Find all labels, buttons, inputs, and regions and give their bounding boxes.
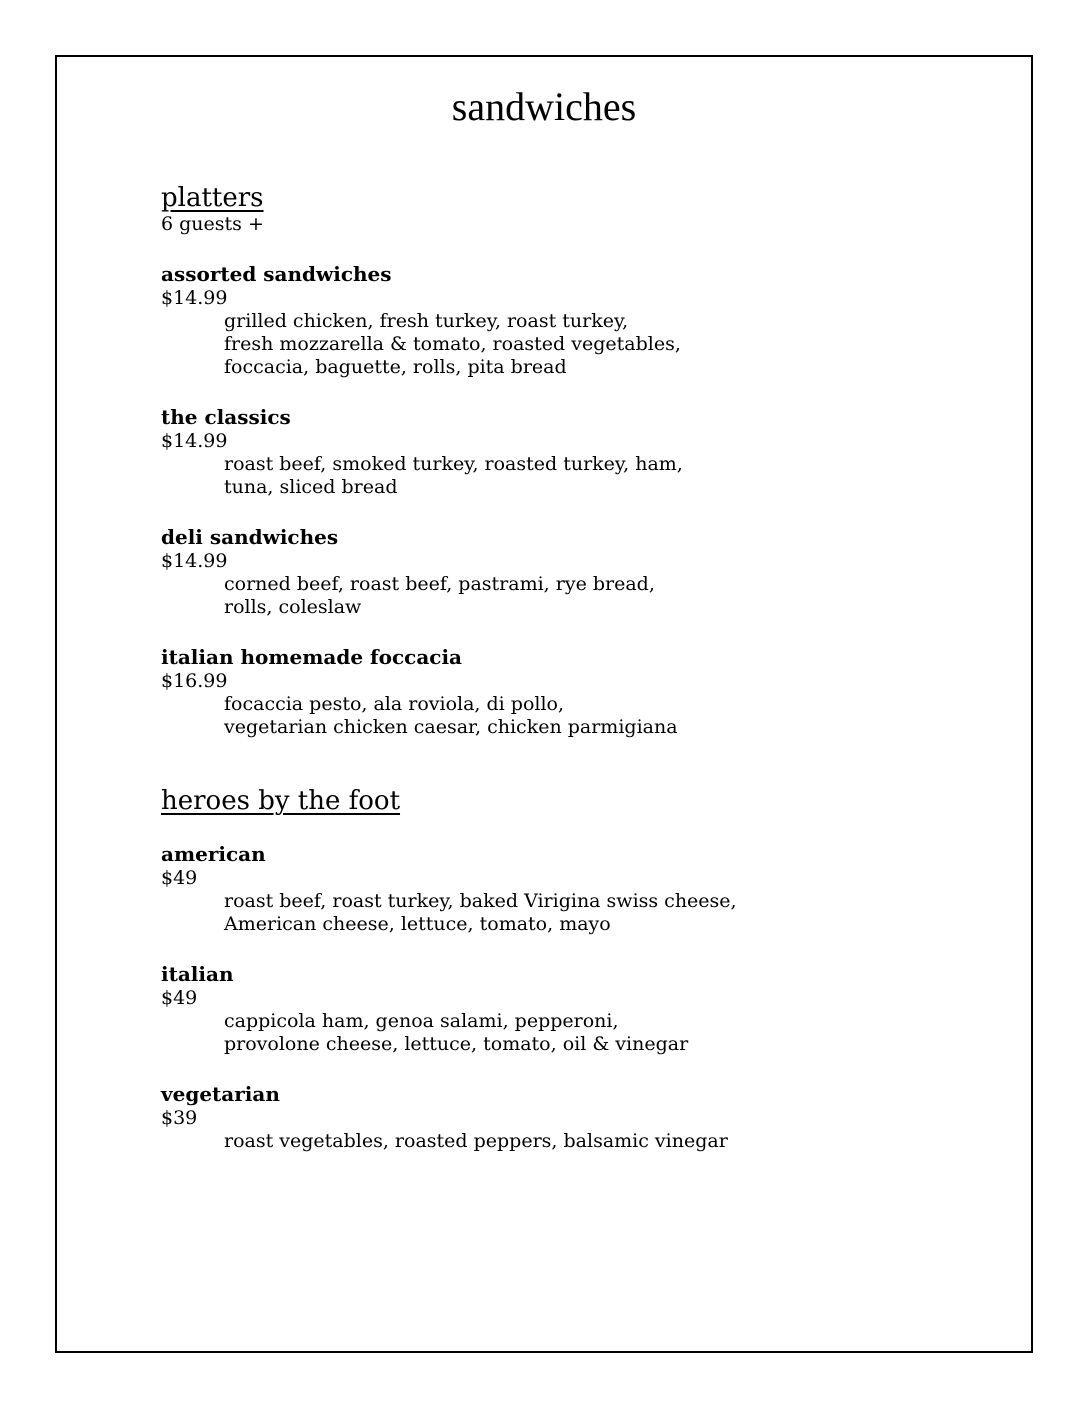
menu-item-assorted-sandwiches — [161, 261, 981, 379]
description-line: grilled chicken, fresh turkey, roast turkey, — [224, 310, 629, 332]
item-description — [224, 890, 981, 936]
description-line: American cheese, lettuce, tomato, mayo — [224, 913, 611, 935]
item-price: $14.99 — [161, 287, 228, 309]
section-heading-heroes: heroes by the foot — [161, 786, 401, 816]
description-line: tuna, sliced bread — [224, 476, 398, 498]
section-platters — [161, 183, 981, 739]
menu-item-italian-homemade-foccacia — [161, 644, 981, 739]
item-name: italian homemade foccacia — [161, 645, 463, 669]
section-subheading: 6 guests + — [161, 213, 264, 235]
menu-item-vegetarian — [161, 1081, 981, 1153]
item-price: $14.99 — [161, 550, 228, 572]
description-line: foccacia, baguette, rolls, pita bread — [224, 356, 567, 378]
description-line: provolone cheese, lettuce, tomato, oil & vinegar — [224, 1033, 689, 1055]
description-line: roast beef, roast turkey, baked Virigina swiss cheese, — [224, 890, 737, 912]
item-description — [224, 1010, 981, 1056]
item-description — [224, 573, 981, 619]
item-price: $39 — [161, 1107, 198, 1129]
description-line: roast vegetables, roasted peppers, balsamic vinegar — [224, 1130, 728, 1152]
item-name: assorted sandwiches — [161, 262, 392, 286]
description-line: roast beef, smoked turkey, roasted turkey, ham, — [224, 453, 683, 475]
menu-item-american — [161, 841, 981, 936]
item-price: $14.99 — [161, 430, 228, 452]
description-line: rolls, coleslaw — [224, 596, 362, 618]
description-line: vegetarian chicken caesar, chicken parmigiana — [224, 716, 678, 738]
item-name: the classics — [161, 405, 291, 429]
section-heading-platters: platters — [161, 183, 264, 213]
section-heroes-by-the-foot — [161, 786, 981, 1153]
page-title: sandwiches — [451, 84, 637, 129]
menu-item-the-classics — [161, 404, 981, 499]
item-price: $49 — [161, 867, 198, 889]
item-name: vegetarian — [161, 1082, 280, 1106]
item-description — [224, 310, 981, 379]
item-description — [224, 1130, 981, 1153]
description-line: cappicola ham, genoa salami, pepperoni, — [224, 1010, 619, 1032]
menu-page — [55, 55, 1033, 1353]
item-name: deli sandwiches — [161, 525, 339, 549]
item-price: $49 — [161, 987, 198, 1009]
menu-content — [161, 183, 981, 1153]
item-description — [224, 693, 981, 739]
item-name: italian — [161, 962, 234, 986]
item-description — [224, 453, 981, 499]
menu-item-italian — [161, 961, 981, 1056]
item-name: american — [161, 842, 266, 866]
menu-item-deli-sandwiches — [161, 524, 981, 619]
description-line: fresh mozzarella & tomato, roasted vegetables, — [224, 333, 681, 355]
description-line: focaccia pesto, ala roviola, di pollo, — [224, 693, 565, 715]
item-price: $16.99 — [161, 670, 228, 692]
description-line: corned beef, roast beef, pastrami, rye bread, — [224, 573, 655, 595]
